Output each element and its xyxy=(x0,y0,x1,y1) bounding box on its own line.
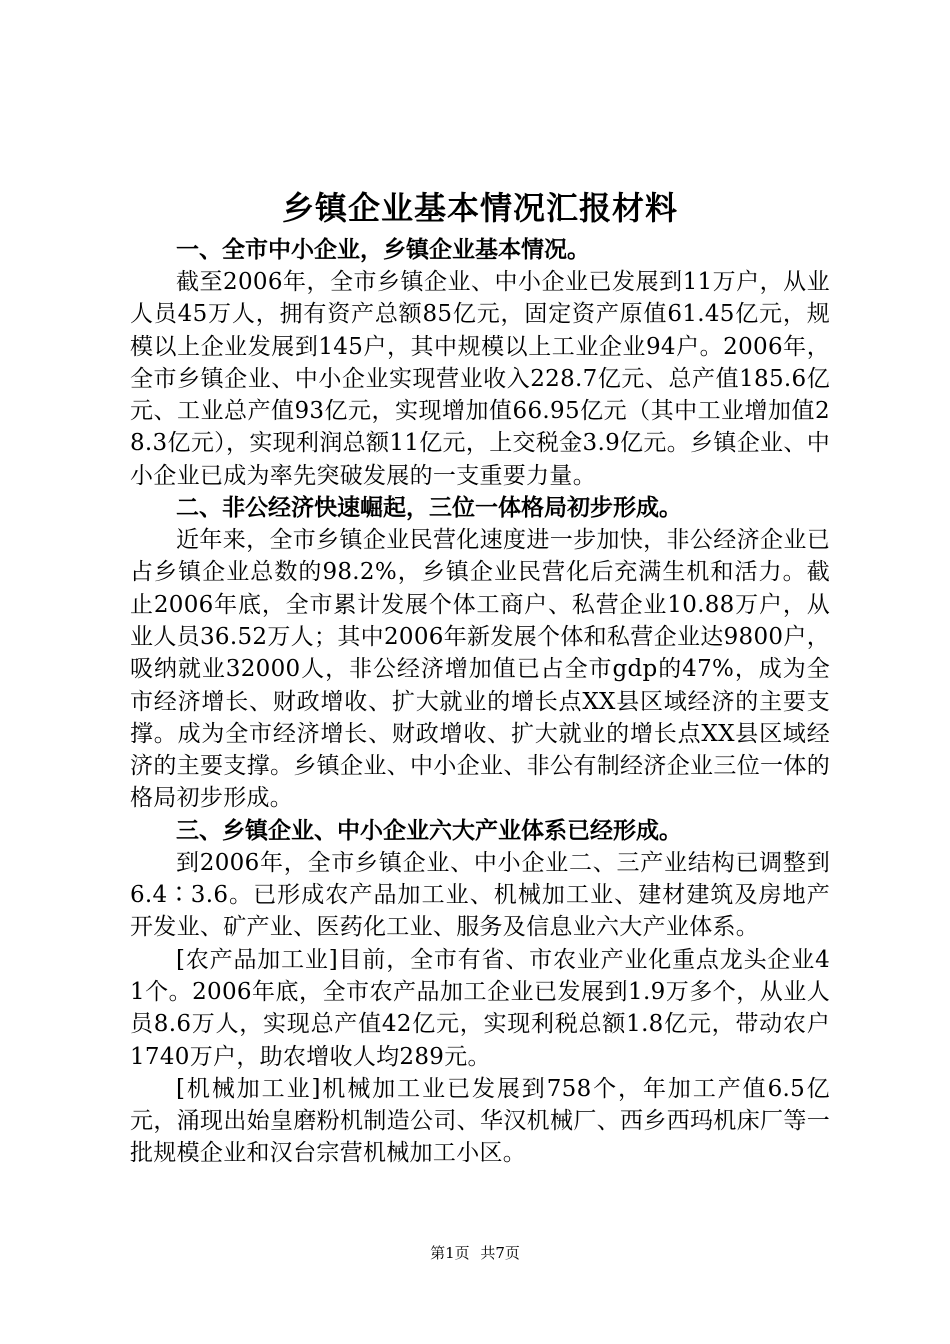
section-heading: 一、全市中小企业，乡镇企业基本情况。 xyxy=(176,236,590,263)
page-number: 第1页 xyxy=(430,1244,470,1262)
section-3 xyxy=(130,815,830,1170)
page-total: 共7页 xyxy=(480,1244,520,1262)
section-paragraph: 近年来，全市乡镇企业民营化速度进一步加快，非公经济企业已占乡镇企业总数的98.2%，乡镇企业民营化后充满生机和活力。截止2006年底，全市累计发展个体工商户、私营企业10.88万户，从业人员36.52万人；其中2006年新发展个体和私营企业达9800户，吸纳就业32000人，非公经济增加值已占全市gdp的47%，成为全市经济增长、财政增收、扩大就业的增长点XX县区域经济的主要支撑。成为全市经济增长、财政增收、扩大就业的增长点XX县区域经济的主要支撑。乡镇企业、中小企业、非公有制经济企业三位一体的格局初步形成。 xyxy=(130,527,830,812)
section-2 xyxy=(130,492,830,815)
section-paragraph: 到2006年，全市乡镇企业、中小企业二、三产业结构已调整到6.4∶3.6。已形成农产品加工业、机械加工业、建材建筑及房地产开发业、矿产业、医药化工业、服务及信息业六大产业体系。 xyxy=(130,849,830,941)
section-paragraph: [农产品加工业]目前，全市有省、市农业产业化重点龙头企业41个。2006年底，全市农产品加工企业已发展到1.9万多个，从业人员8.6万人，实现总产值42亿元，实现利税总额1.8亿元，带动农户1740万户，助农增收人均289元。 xyxy=(130,946,830,1070)
page-footer xyxy=(0,1243,950,1263)
section-paragraph: [机械加工业]机械加工业已发展到758个，年加工产值6.5亿元，涌现出始皇磨粉机制造公司、华汉机械厂、西乡西玛机床厂等一批规模企业和汉台宗营机械加工小区。 xyxy=(130,1075,830,1167)
document-page xyxy=(130,188,830,1170)
document-title: 乡镇企业基本情况汇报材料 xyxy=(281,189,678,227)
section-paragraph: 截至2006年，全市乡镇企业、中小企业已发展到11万户，从业人员45万人，拥有资产总额85亿元，固定资产原值61.45亿元，规模以上企业发展到145户，其中规模以上工业企业94户。2006年，全市乡镇企业、中小企业实现营业收入228.7亿元、总产值185.6亿元、工业总产值93亿元，实现增加值66.95亿元（其中工业增加值28.3亿元），实现利润总额11亿元，上交税金3.9亿元。乡镇企业、中小企业已成为率先突破发展的一支重要力量。 xyxy=(130,269,830,489)
section-heading: 二、非公经济快速崛起，三位一体格局初步形成。 xyxy=(176,494,682,522)
section-heading: 三、乡镇企业、中小企业六大产业体系已经形成。 xyxy=(176,816,682,844)
section-1 xyxy=(130,234,830,492)
